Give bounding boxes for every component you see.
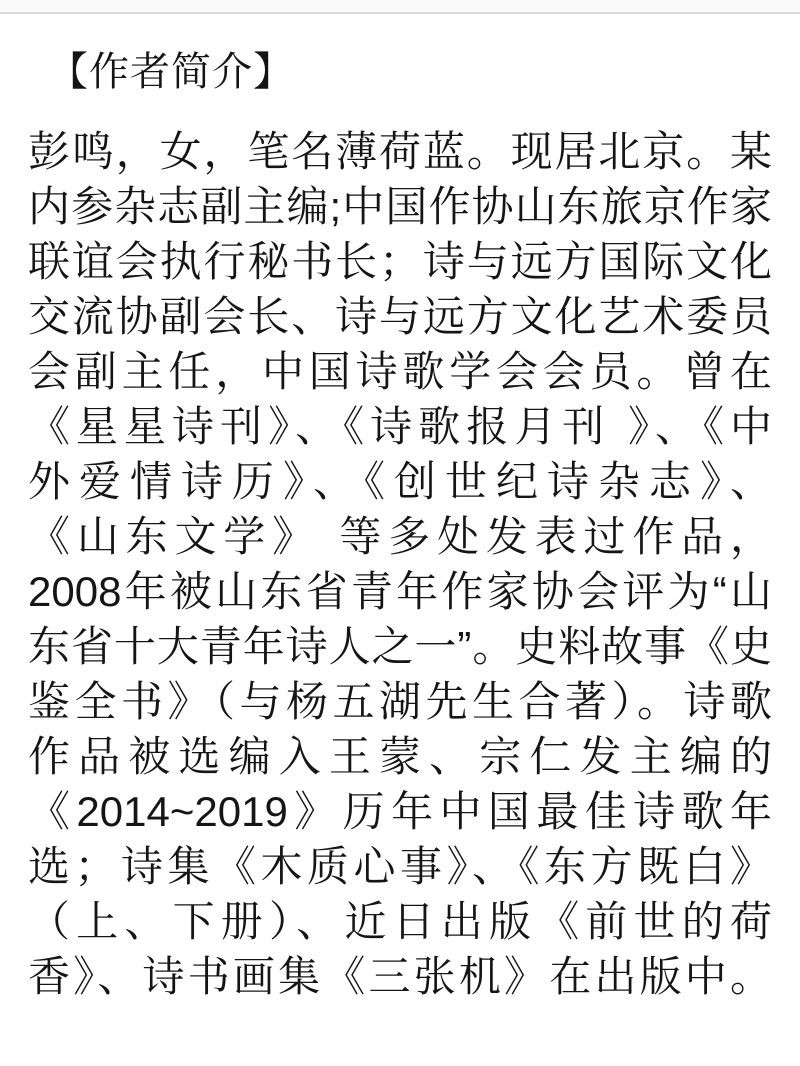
text-line: 《山东文学》 等多处发表过作品， (28, 513, 772, 560)
bio-paragraph (28, 124, 772, 1004)
text-line: 内参杂志副主编;中国作协山东旅京作家 (28, 183, 772, 230)
text-line: 彭鸣，女，笔名薄荷蓝。现居北京。某 (28, 128, 772, 175)
text-line: （上、下册）、近日出版《前世的荷 (28, 898, 772, 945)
text-line: 香》、诗书画集《三张机》在出版中。 (28, 953, 772, 1000)
text-line: 2008年被山东省青年作家协会评为“山 (28, 568, 772, 615)
text-line: 作品被选编入王蒙、宗仁发主编的 (28, 733, 772, 780)
text-line: 《2014~2019》历年中国最佳诗歌年 (28, 788, 772, 835)
section-title: 【作者简介】 (48, 50, 294, 94)
text-line: 联谊会执行秘书长；诗与远方国际文化 (28, 238, 772, 285)
text-line: 选；诗集《木质心事》、《东方既白》 (28, 843, 772, 890)
text-line: 东省十大青年诗人之一”。史料故事《史 (28, 623, 772, 670)
top-divider (0, 0, 800, 14)
text-line: 《星星诗刊》、《诗歌报月刊 》、《中 (28, 403, 772, 450)
text-line: 交流协副会长、诗与远方文化艺术委员 (28, 293, 772, 340)
text-line: 鉴全书》（与杨五湖先生合著）。诗歌 (28, 678, 772, 725)
text-line: 会副主任，中国诗歌学会会员。曾在 (28, 348, 772, 395)
text-line: 外爱情诗历》、《创世纪诗杂志》、 (28, 458, 772, 505)
